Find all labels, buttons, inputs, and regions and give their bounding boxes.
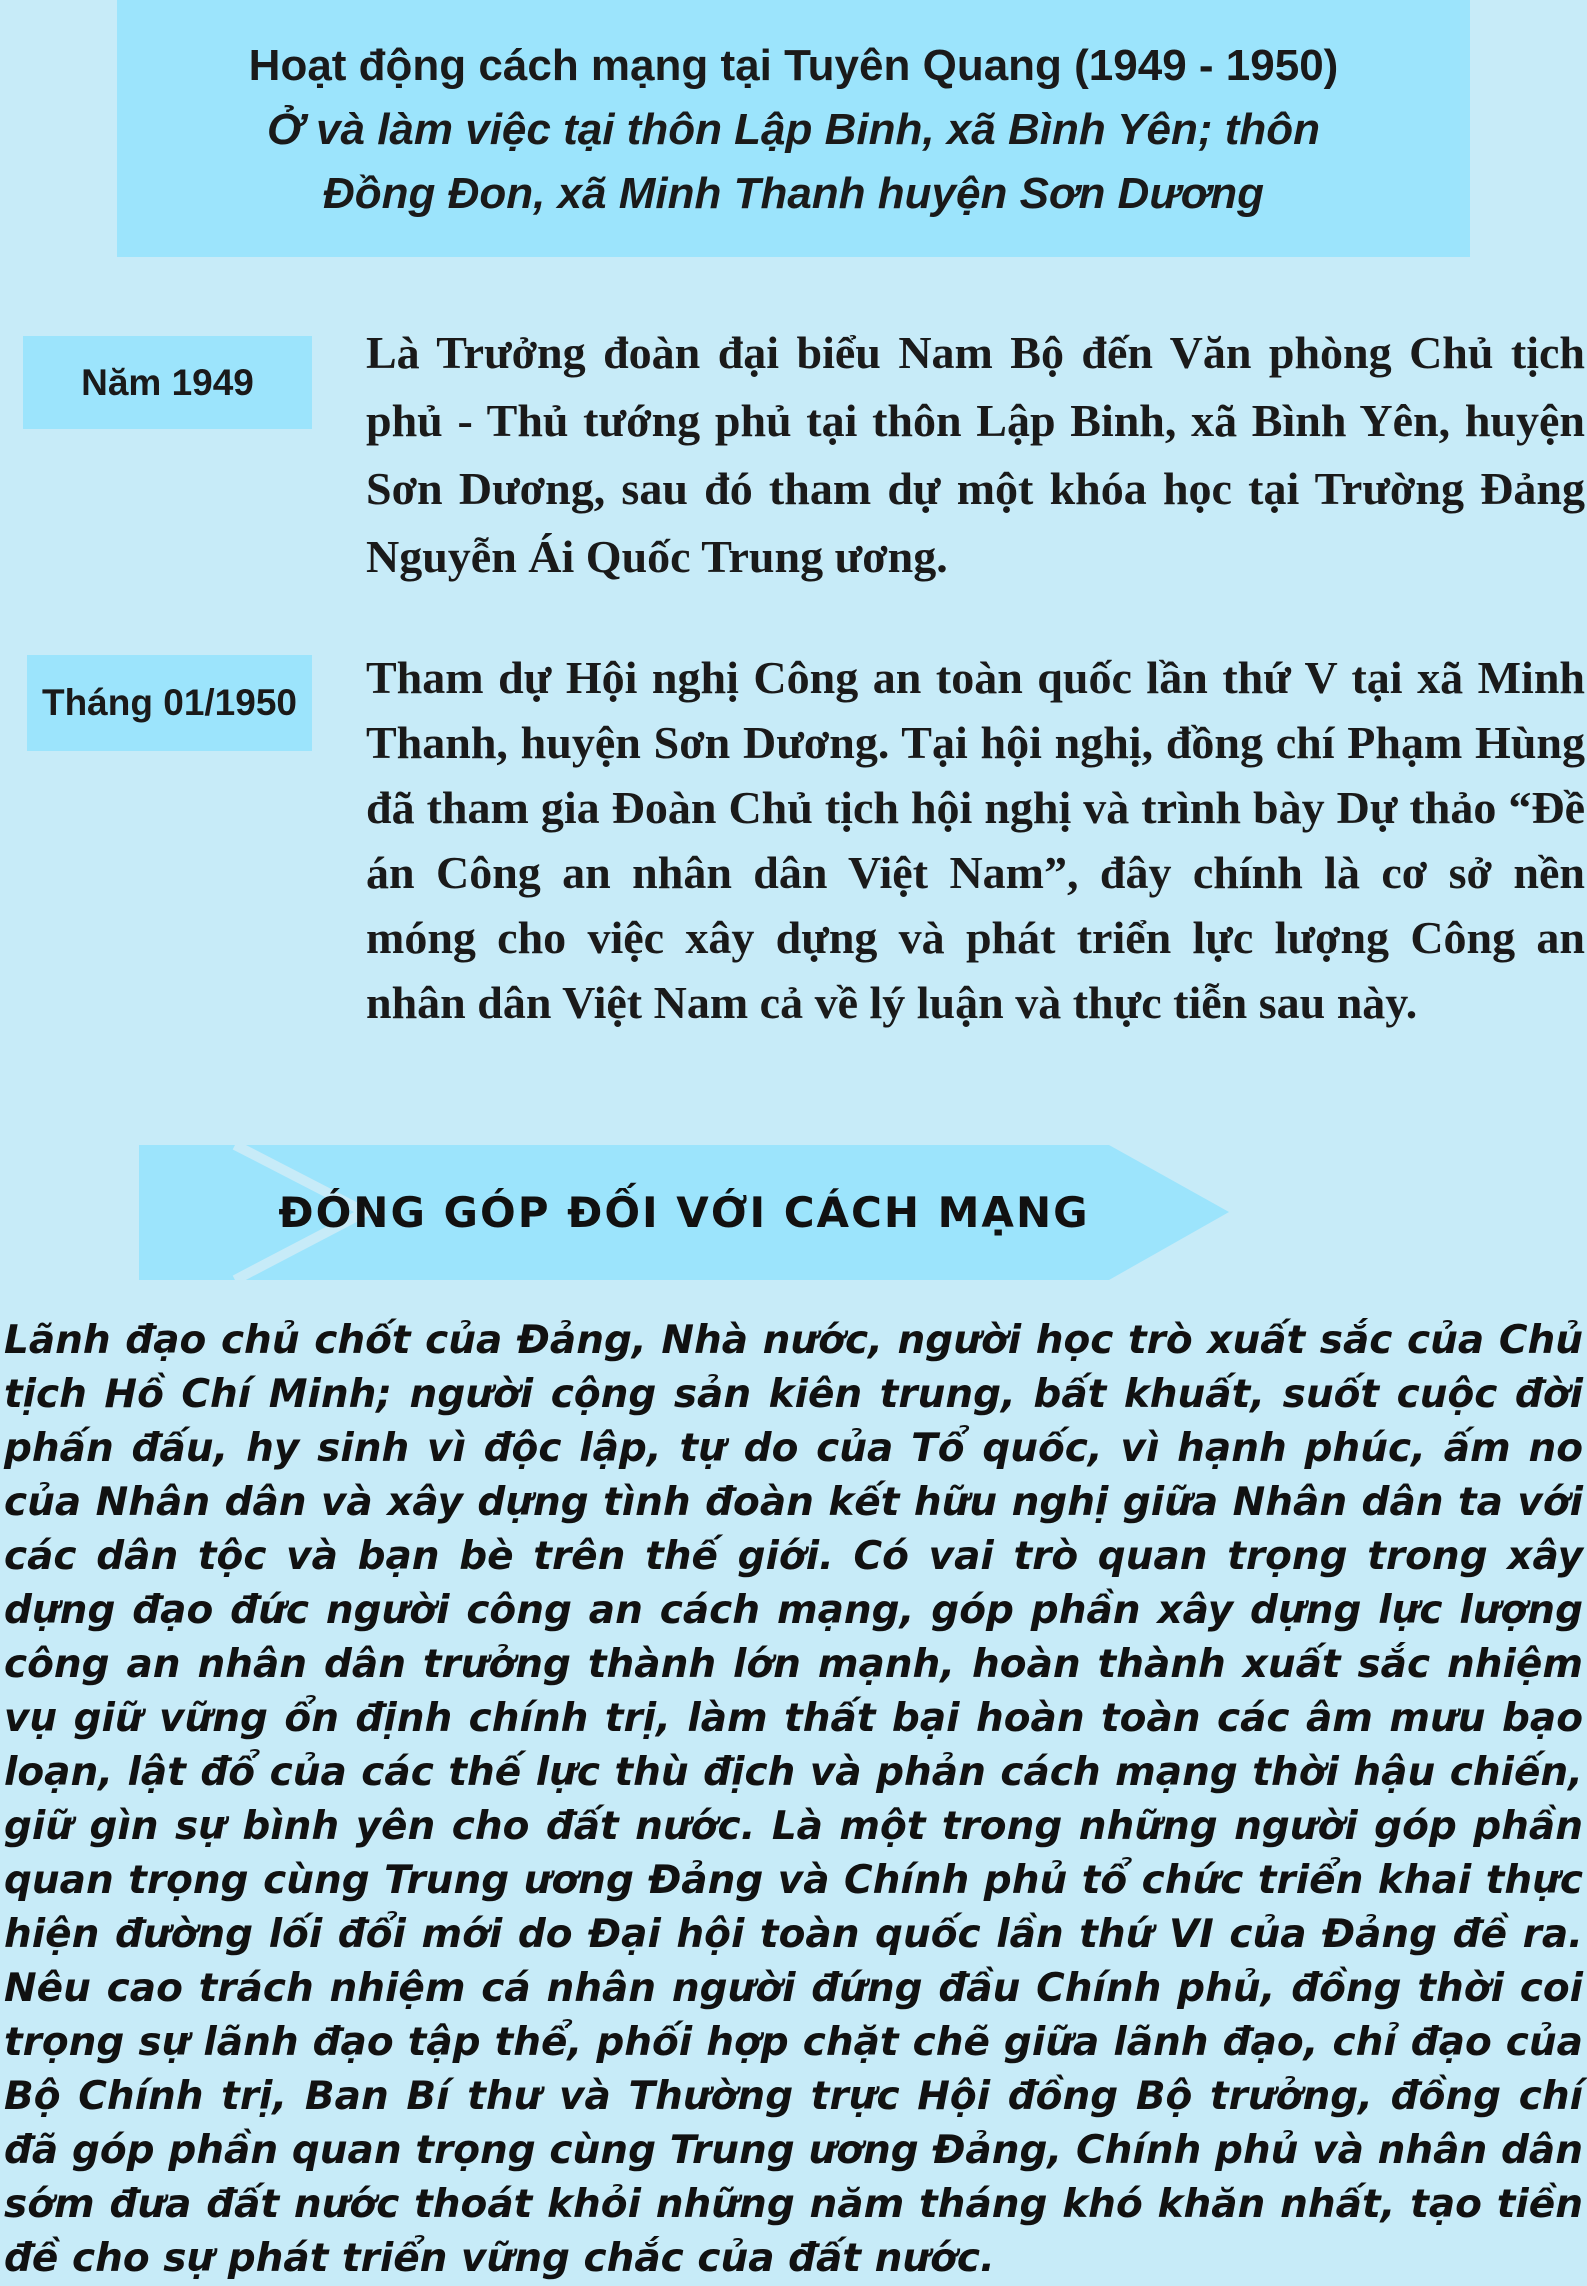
page-subtitle: Ở và làm việc tại thôn Lập Binh, xã Bình Yên; thôn Đồng Đon, xã Minh Thanh huyện Sơn Dương: [266, 105, 1321, 218]
timeline-date-1950: Tháng 01/1950: [27, 655, 312, 751]
timeline-text-1950: Tham dự Hội nghị Công an toàn quốc lần thứ V tại xã Minh Thanh, huyện Sơn Dương. Tại hội nghị, đồng chí Phạm Hùng đã tham gia Đoàn Chủ tịch hội nghị và trình bày Dự thảo “Đề án Công an nhân dân Việt Nam”, đây chính là cơ sở nền móng cho việc xây dựng và phát triển lực lượng Công an nhân dân Việt Nam cả về lý luận và thực tiễn sau này.: [366, 652, 1585, 1028]
page-title: Hoạt động cách mạng tại Tuyên Quang (1949 - 1950): [248, 41, 1339, 90]
timeline-text-1949: Là Trưởng đoàn đại biểu Nam Bộ đến Văn phòng Chủ tịch phủ - Thủ tướng phủ tại thôn Lập Binh, xã Bình Yên, huyện Sơn Dương, sau đó tham dự một khóa học tại Trường Đảng Nguyễn Ái Quốc Trung ương.: [366, 327, 1585, 582]
section-banner: [139, 1145, 1229, 1280]
section-heading: ĐÓNG GÓP ĐỐI VỚI CÁCH MẠNG: [278, 1188, 1090, 1237]
timeline-date-1949: Năm 1949: [23, 336, 312, 429]
contribution-paragraph: Lãnh đạo chủ chốt của Đảng, Nhà nước, người học trò xuất sắc của Chủ tịch Hồ Chí Minh; người cộng sản kiên trung, bất khuất, suốt cuộc đời phấn đấu, hy sinh vì độc lập, tự do của Tổ quốc, vì hạnh phúc, ấm no của Nhân dân và xây dựng tình đoàn kết hữu nghị giữa Nhân dân ta với các dân tộc và bạn bè trên thế giới. Có vai trò quan trọng trong xây dựng đạo đức người công an cách mạng, góp phần xây dựng lực lượng công an nhân dân trưởng thành lớn mạnh, hoàn thành xuất sắc nhiệm vụ giữ vững ổn định chính trị, làm thất bại hoàn toàn các âm mưu bạo loạn, lật đổ của các thế lực thù địch và phản cách mạng thời hậu chiến, giữ gìn sự bình yên cho đất nước. Là một trong những người góp phần quan trọng cùng Trung ương Đảng và Chính phủ tổ chức triển khai thực hiện đường lối đổi mới do Đại hội toàn quốc lần thứ VI của Đảng đề ra. Nêu cao trách nhiệm cá nhân người đứng đầu Chính phủ, đồng thời coi trọng sự lãnh đạo tập thể, phối hợp chặt chẽ giữa lãnh đạo, chỉ đạo của Bộ Chính trị, Ban Bí thư và Thường trực Hội đồng Bộ trưởng, đồng chí đã góp phần quan trọng cùng Trung ương Đảng, Chính phủ và nhân dân sớm đưa đất nước thoát khỏi những năm tháng khó khăn nhất, tạo tiền đề cho sự phát triển vững chắc của đất nước.: [4, 1318, 1583, 2281]
header-box: [117, 0, 1470, 257]
